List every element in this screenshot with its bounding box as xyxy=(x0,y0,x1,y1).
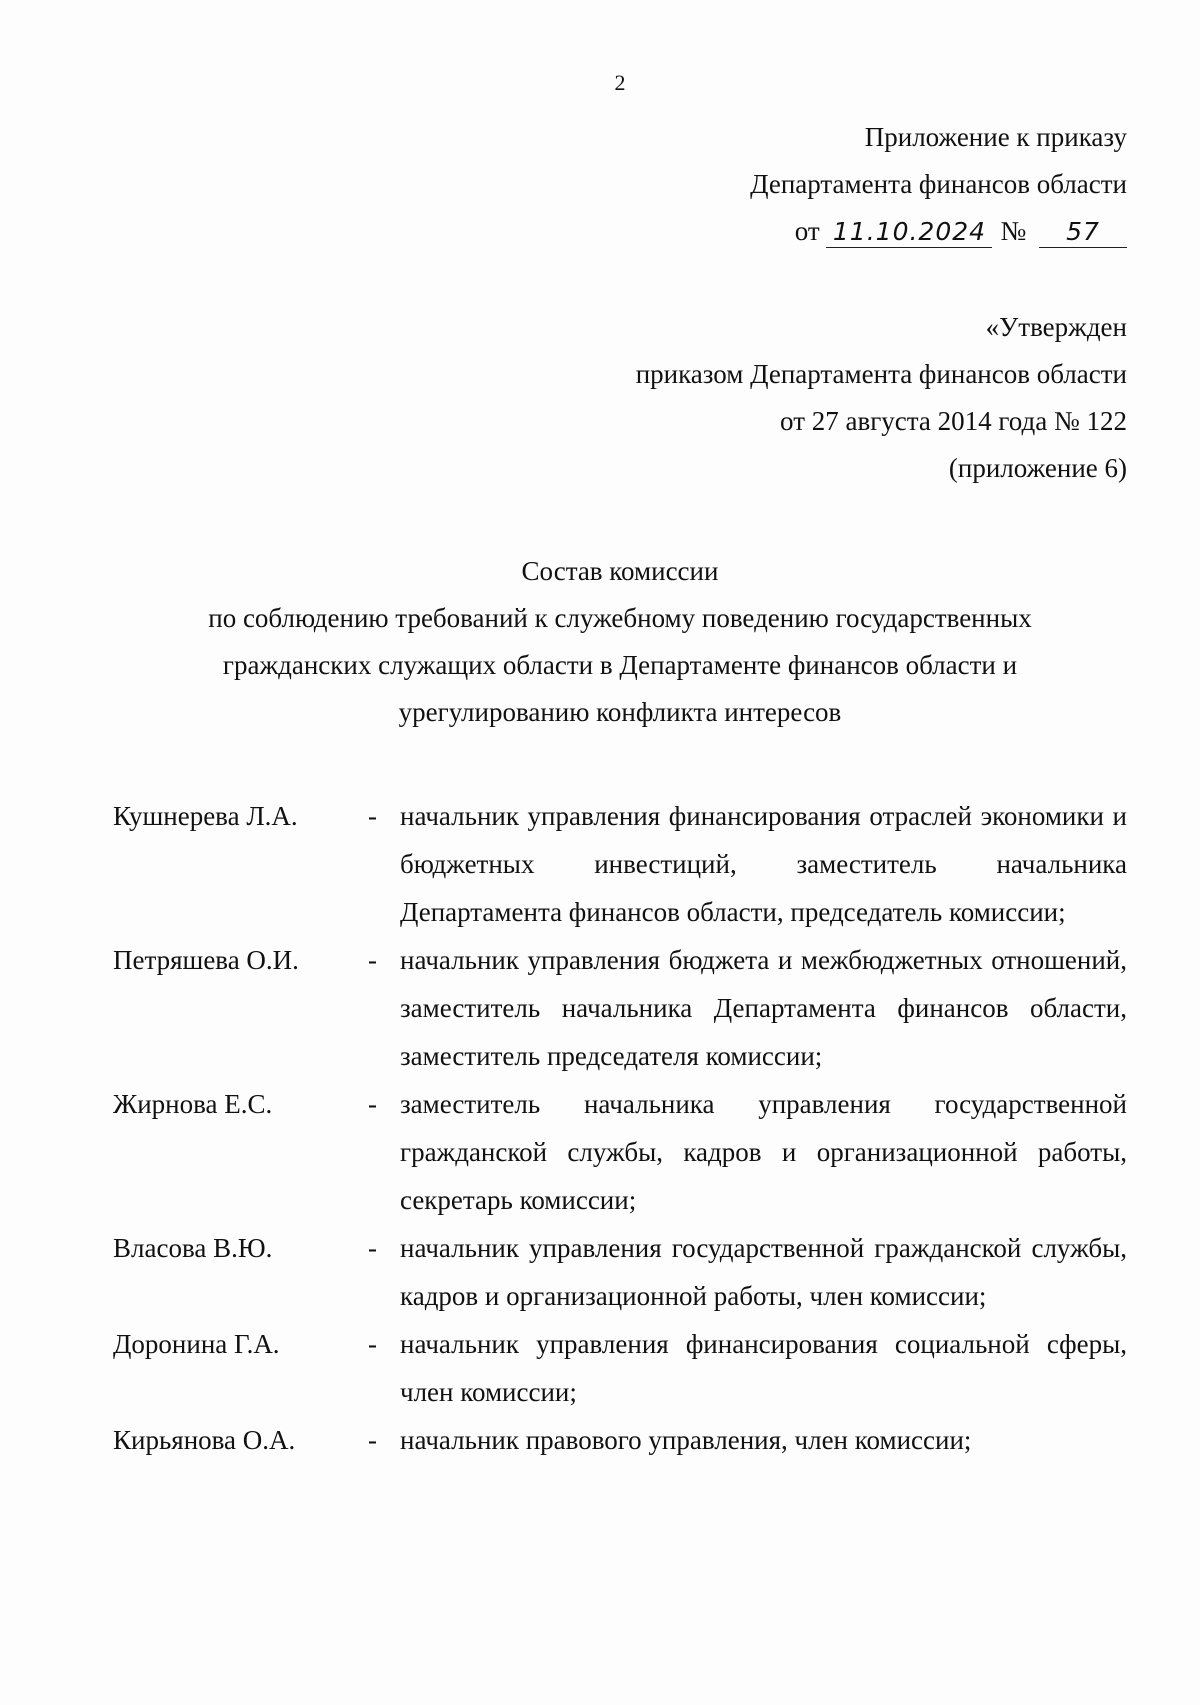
member-name: Жирнова Е.С. xyxy=(113,1089,273,1119)
member-item xyxy=(113,1320,1127,1416)
member-item xyxy=(113,792,1127,936)
approval-line-1: «Утвержден xyxy=(985,312,1127,342)
page-number: 2 xyxy=(614,70,626,95)
title-line-4: урегулированию конфликта интересов xyxy=(398,697,842,727)
member-name: Кушнерева Л.А. xyxy=(113,801,298,831)
appendix-header xyxy=(750,114,1127,255)
title-line-1: Состав комиссии xyxy=(521,556,719,586)
approval-line-4: (приложение 6) xyxy=(948,453,1127,483)
member-name: Власова В.Ю. xyxy=(113,1233,273,1263)
approval-line-2: приказом Департамента финансов области xyxy=(635,359,1127,389)
member-item xyxy=(113,1080,1127,1224)
title-line-3: гражданских служащих области в Департаменте финансов области и xyxy=(222,650,1018,680)
approval-block xyxy=(636,304,1127,492)
member-role: начальник правового управления, член комиссии; xyxy=(400,1425,972,1455)
member-name: Доронина Г.А. xyxy=(113,1329,280,1359)
member-item xyxy=(113,936,1127,1080)
appendix-date-line xyxy=(750,208,1127,255)
member-role: начальник управления финансирования отраслей экономики и бюджетных инвестиций, заместитель начальника Департамента финансов области, председатель комиссии; xyxy=(400,801,1127,927)
member-dash: - xyxy=(368,1089,377,1119)
member-role: начальник управления бюджета и межбюджетных отношений, заместитель начальника Департамента финансов области, заместитель председателя комиссии; xyxy=(400,945,1127,1071)
appendix-number-label: № xyxy=(1000,216,1027,246)
approval-line-3: от 27 августа 2014 года № 122 xyxy=(780,406,1127,436)
member-dash: - xyxy=(368,1329,377,1359)
member-role: начальник управления государственной гражданской службы, кадров и организационной работы, член комиссии; xyxy=(400,1233,1127,1311)
member-role: начальник управления финансирования социальной сферы, член комиссии; xyxy=(400,1329,1127,1407)
appendix-from-label: от xyxy=(794,216,820,246)
appendix-line-2: Департамента финансов области xyxy=(750,169,1127,199)
commission-members-list xyxy=(113,792,1127,1464)
title-line-2: по соблюдению требований к служебному поведению государственных xyxy=(208,603,1032,633)
member-name: Кирьянова О.А. xyxy=(113,1425,296,1455)
handwritten-date: 11.10.2024 xyxy=(826,217,992,248)
member-name: Петряшева О.И. xyxy=(113,945,299,975)
member-dash: - xyxy=(368,945,377,975)
member-dash: - xyxy=(368,1425,377,1455)
member-item xyxy=(113,1224,1127,1320)
member-dash: - xyxy=(368,1233,377,1263)
handwritten-number: 57 xyxy=(1039,217,1127,248)
appendix-line-1: Приложение к приказу xyxy=(864,122,1127,152)
document-title xyxy=(0,548,1200,736)
member-role: заместитель начальника управления государственной гражданской службы, кадров и организационной работы, секретарь комиссии; xyxy=(400,1089,1127,1215)
member-dash: - xyxy=(368,801,377,831)
member-item xyxy=(113,1416,1127,1464)
